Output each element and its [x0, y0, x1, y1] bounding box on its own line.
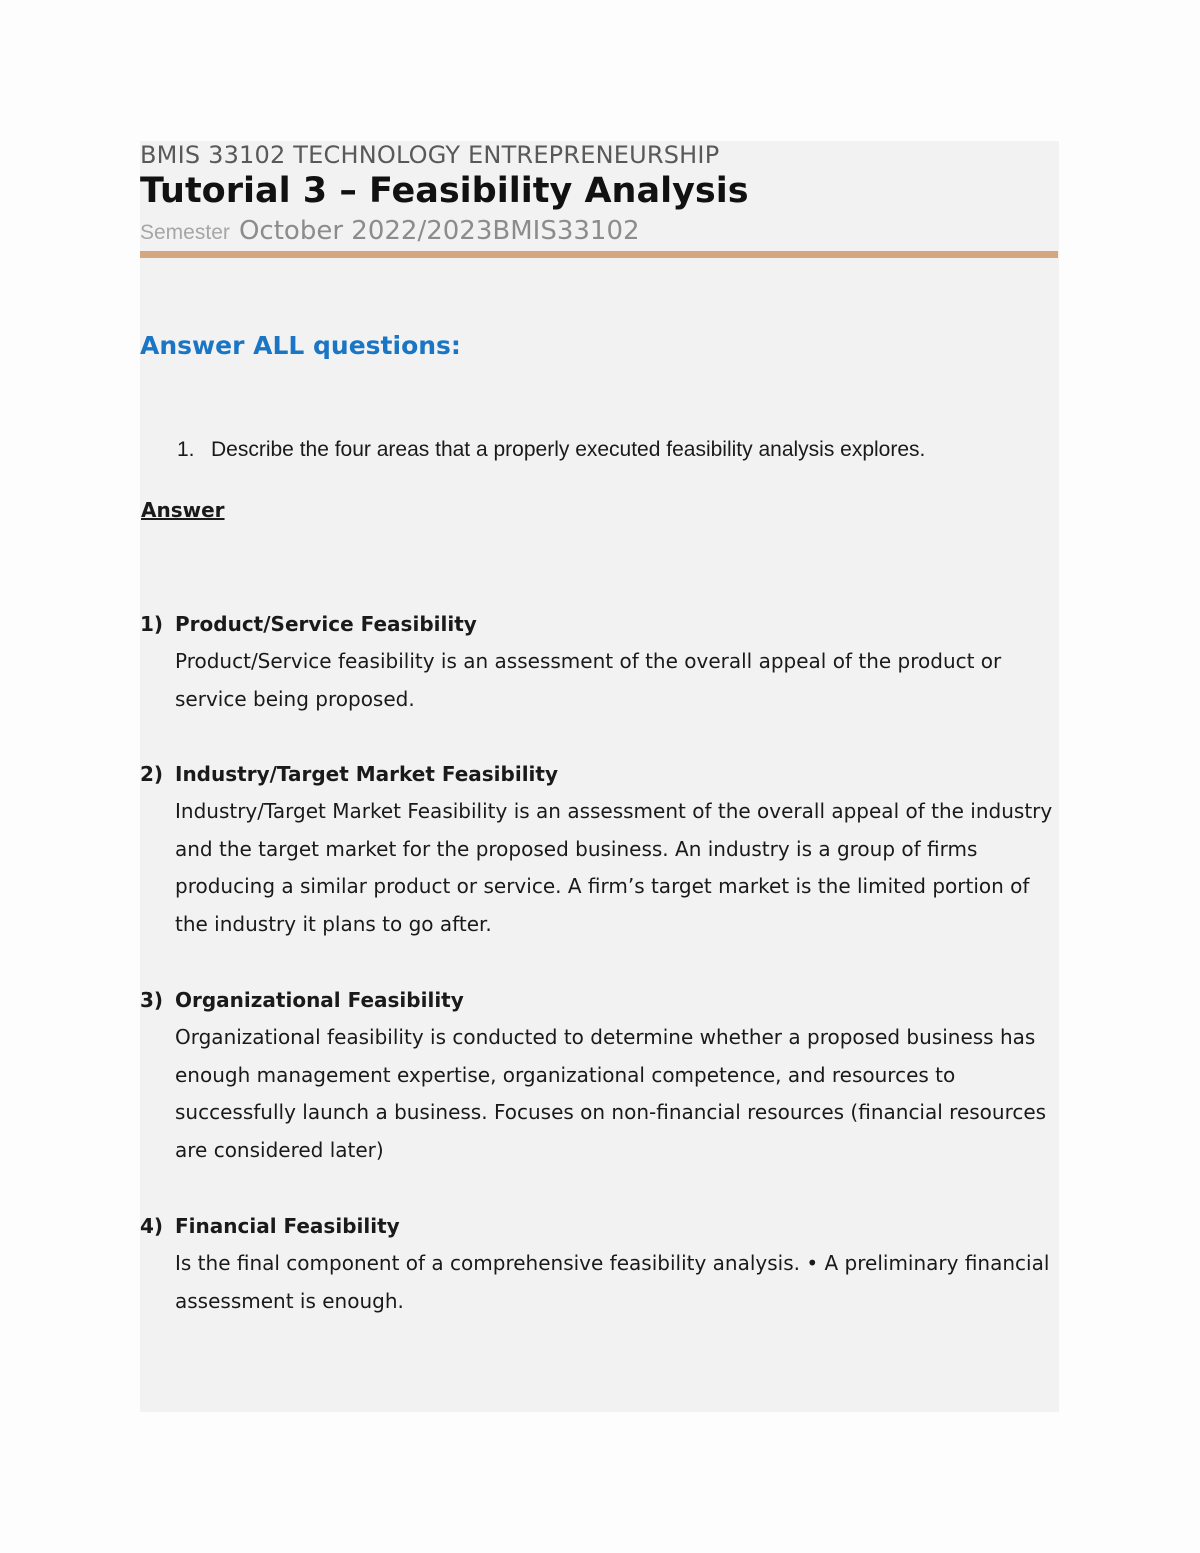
semester-value: October 2022/2023BMIS33102: [238, 216, 640, 246]
area-title: [140, 1211, 1060, 1241]
instructions-heading: Answer ALL questions:: [140, 331, 461, 360]
area-description: Is the final component of a comprehensive feasibility analysis. • A preliminary financial assessment is enough.: [175, 1251, 1050, 1313]
area-title: [140, 609, 1060, 639]
semester-line: [140, 216, 640, 246]
semester-label: Semester: [140, 221, 230, 244]
feasibility-area: [140, 1211, 1060, 1320]
area-number: 2): [140, 762, 164, 786]
area-title: [140, 759, 1060, 789]
feasibility-area: [140, 609, 1060, 718]
area-number: 3): [140, 988, 164, 1012]
area-title-text: Industry/Target Market Feasibility: [175, 762, 558, 786]
area-title-text: Financial Feasibility: [175, 1214, 400, 1238]
question-text: Describe the four areas that a properly executed feasibility analysis explores.: [211, 438, 926, 461]
area-description: Organizational feasibility is conducted to determine whether a proposed business has enough management expertise, organizational competence, and resources to successfully launch a business. Focuses on non-financial resources (financial resources are considered later): [175, 1025, 1047, 1163]
feasibility-area: [140, 985, 1060, 1170]
course-code: BMIS 33102 TECHNOLOGY ENTREPRENEURSHIP: [140, 141, 720, 169]
question-item: [177, 438, 925, 462]
area-title: [140, 985, 1060, 1015]
document-title: Tutorial 3 – Feasibility Analysis: [140, 171, 749, 211]
area-number: 4): [140, 1214, 164, 1238]
answer-heading: Answer: [141, 498, 225, 522]
area-title-text: Product/Service Feasibility: [175, 612, 477, 636]
header-divider: [140, 251, 1058, 258]
question-number: 1.: [177, 438, 195, 461]
area-title-text: Organizational Feasibility: [175, 988, 464, 1012]
area-description: Product/Service feasibility is an assessment of the overall appeal of the product or service being proposed.: [175, 649, 1002, 711]
area-description: Industry/Target Market Feasibility is an assessment of the overall appeal of the industry and the target market for the proposed business. An industry is a group of firms producing a similar product or service. A firm’s target market is the limited portion of the industry it plans to go after.: [175, 799, 1053, 937]
feasibility-area: [140, 759, 1060, 944]
area-number: 1): [140, 612, 164, 636]
